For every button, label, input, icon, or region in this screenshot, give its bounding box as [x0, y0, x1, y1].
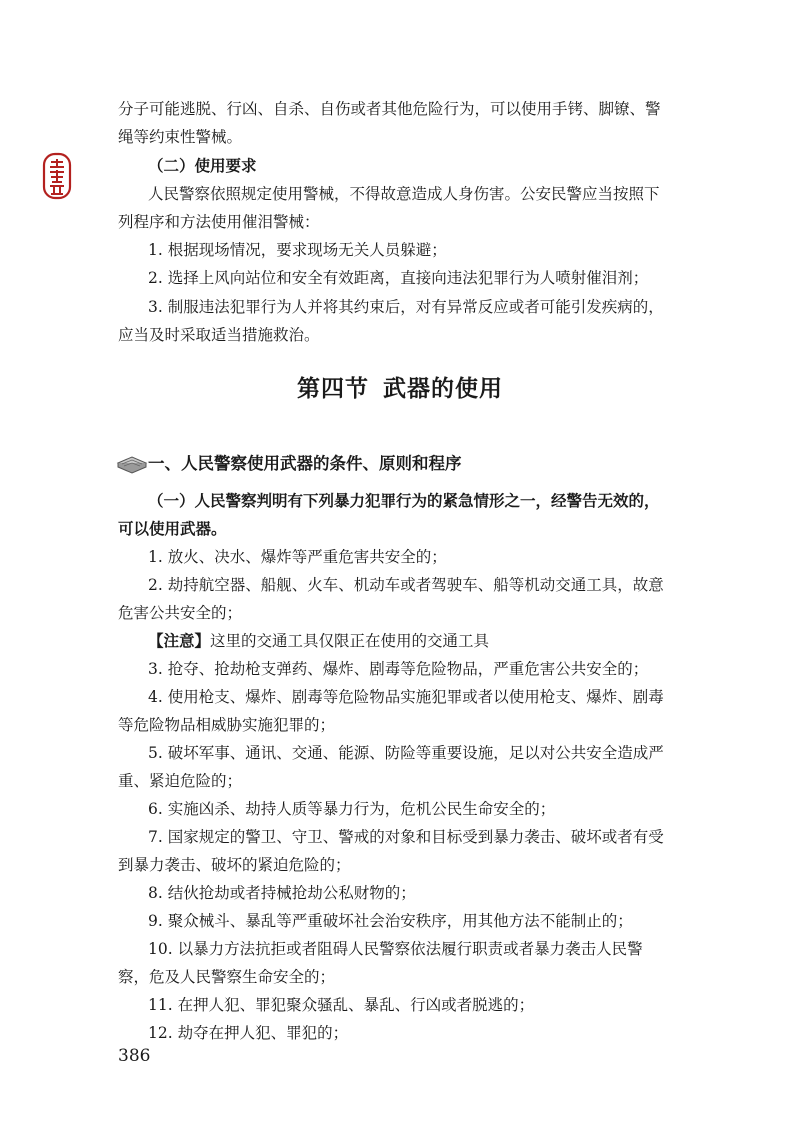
list-item: 10. 以暴力方法抗拒或者阻碍人民警察依法履行职责或者暴力袭击人民警: [148, 940, 643, 958]
section-heading: [0, 370, 800, 403]
section-heading-number: 第四节: [297, 375, 369, 402]
text-line: 重、紧迫危险的；: [118, 772, 243, 790]
list-item: 12. 劫夺在押人犯、罪犯的；: [148, 1024, 349, 1042]
text-line: 应当及时采取适当措施救治。: [118, 326, 320, 344]
text-line: 可以使用武器。: [118, 519, 227, 538]
list-item: 2. 劫持航空器、船舰、火车、机动车或者驾驶车、船等机动交通工具，故意: [148, 576, 664, 594]
list-item: 2. 选择上风向站位和安全有效距离，直接向违法犯罪行为人喷射催泪剂；: [148, 269, 649, 287]
list-item: 9. 聚众械斗、暴乱等严重破坏社会治安秩序，用其他方法不能制止的；: [148, 912, 633, 930]
text-line: 等危险物品相威胁实施犯罪的；: [118, 716, 336, 734]
note-line: [148, 630, 700, 652]
list-item: 1. 放火、决水、爆炸等严重危害共安全的；: [148, 548, 447, 566]
list-item: 3. 制服违法犯罪行为人并将其约束后，对有异常反应或者可能引发疾病的，: [148, 298, 664, 316]
section-heading-title: 武器的使用: [383, 375, 503, 402]
list-item: 6. 实施凶杀、劫持人质等暴力行为，危机公民生命安全的；: [148, 800, 556, 818]
list-item: 1. 根据现场情况，要求现场无关人员躲避；: [148, 241, 447, 259]
note-text: 这里的交通工具仅限正在使用的交通工具: [210, 632, 490, 650]
list-item: 5. 破坏军事、通讯、交通、能源、防险等重要设施，足以对公共安全造成严: [148, 744, 664, 762]
list-item: 7. 国家规定的警卫、守卫、警戒的对象和目标受到暴力袭击、破坏或者有受: [148, 828, 664, 846]
seal-stamp-icon: [42, 152, 72, 200]
subsection-title: （二）使用要求: [148, 156, 257, 175]
text-line: 列程序和方法使用催泪警械：: [118, 213, 320, 231]
text-line: 察，危及人民警察生命安全的；: [118, 968, 336, 986]
note-label: 【注意】: [148, 631, 211, 650]
sub-heading: 一、人民警察使用武器的条件、原则和程序: [148, 454, 462, 473]
text-line: 绳等约束性警械。: [118, 128, 243, 146]
text-line: （一）人民警察判明有下列暴力犯罪行为的紧急情形之一，经警告无效的，: [148, 491, 660, 510]
list-item: 4. 使用枪支、爆炸、剧毒等危险物品实施犯罪或者以使用枪支、爆炸、剧毒: [148, 688, 664, 706]
text-line: 分子可能逃脱、行凶、自杀、自伤或者其他危险行为，可以使用手铐、脚镣、警: [118, 100, 661, 118]
text-line: 人民警察依照规定使用警械，不得故意造成人身伤害。公安民警应当按照下: [148, 185, 660, 203]
book-icon: [116, 455, 148, 475]
text-line: 到暴力袭击、破坏的紧迫危险的；: [118, 856, 351, 874]
text-line: 危害公共安全的；: [118, 604, 243, 622]
page-number: 386: [118, 1046, 151, 1066]
list-item: 8. 结伙抢劫或者持械抢劫公私财物的；: [148, 884, 416, 902]
list-item: 11. 在押人犯、罪犯聚众骚乱、暴乱、行凶或者脱逃的；: [148, 996, 535, 1014]
list-item: 3. 抢夺、抢劫枪支弹药、爆炸、剧毒等危险物品，严重危害公共安全的；: [148, 660, 649, 678]
